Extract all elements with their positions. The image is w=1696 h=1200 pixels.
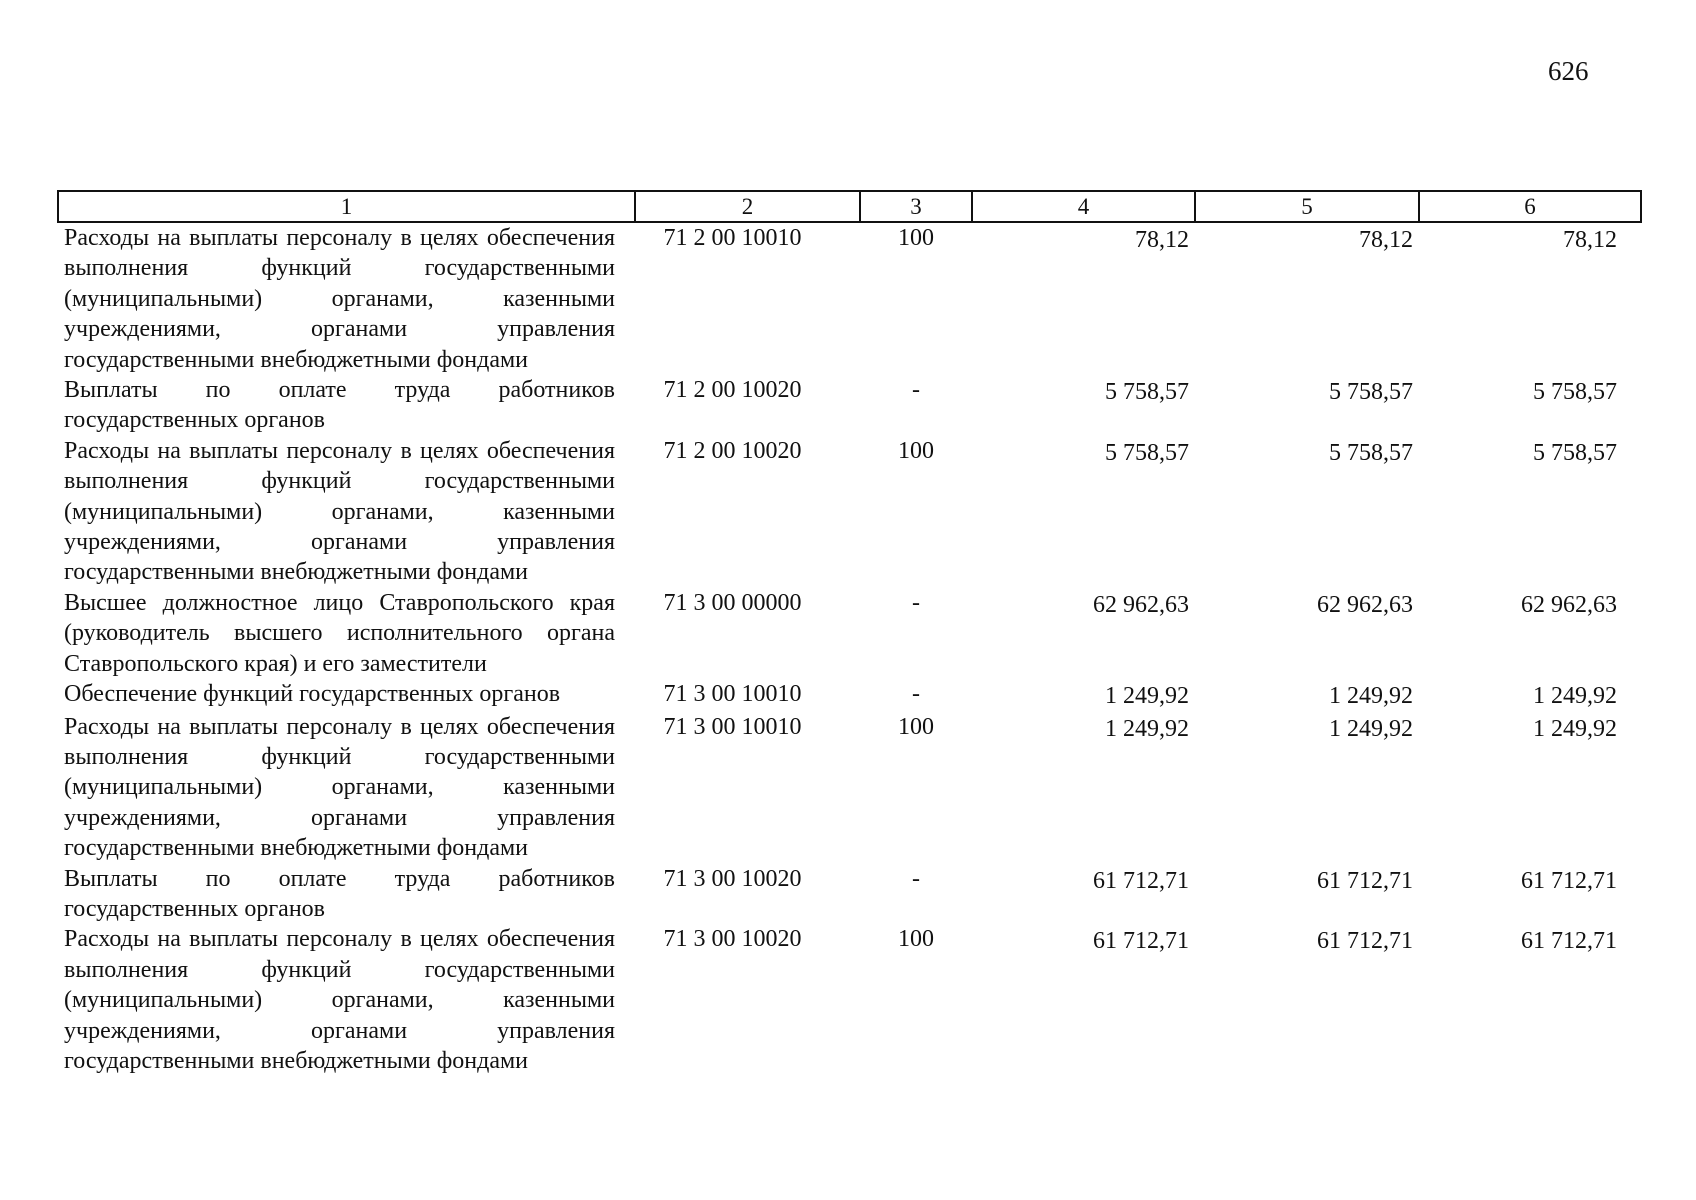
amount-column-4-cell: 61 712,71	[1093, 928, 1189, 955]
budget-table	[57, 190, 1642, 1076]
target-article-code-cell: 71 3 00 10020	[663, 926, 802, 953]
expense-name-cell: Расходы на выплаты персоналу в целях обеспечения выполнения функций государственными (муниципальными) органами, казенными учреждениями, органами управления государственными внебюджетными фондами	[64, 713, 615, 862]
expense-type-cell: 100	[898, 225, 934, 251]
expense-type-cell: -	[912, 681, 920, 708]
column-header-1: 1	[58, 191, 635, 222]
table-row	[58, 436, 1641, 588]
table-row	[58, 222, 1641, 375]
expense-type-cell: -	[912, 865, 920, 892]
amount-column-5-cell: 78,12	[1359, 227, 1413, 253]
amount-column-6-cell: 78,12	[1563, 227, 1617, 253]
amount-column-6-cell: 61 712,71	[1521, 867, 1617, 894]
expense-type-cell: -	[912, 589, 920, 616]
table-row	[58, 712, 1641, 864]
expense-name-cell: Расходы на выплаты персоналу в целях обеспечения выполнения функций государственными (муниципальными) органами, казенными учреждениями, органами управления государственными внебюджетными фондами	[64, 437, 615, 586]
amount-column-6-cell: 62 962,63	[1521, 591, 1617, 618]
target-article-code-cell: 71 2 00 10010	[663, 225, 802, 251]
expense-name-cell: Обеспечение функций государственных органов	[64, 681, 561, 708]
amount-column-6-cell: 61 712,71	[1521, 928, 1617, 955]
target-article-code-cell: 71 3 00 00000	[663, 589, 802, 616]
expense-type-cell: 100	[898, 713, 934, 740]
table-row	[58, 588, 1641, 679]
table-row	[58, 679, 1641, 711]
amount-column-4-cell: 5 758,57	[1105, 379, 1189, 406]
column-header-4: 4	[972, 191, 1195, 222]
amount-column-6-cell: 5 758,57	[1533, 379, 1617, 406]
amount-column-5-cell: 1 249,92	[1329, 683, 1413, 710]
amount-column-5-cell: 62 962,63	[1317, 591, 1413, 618]
amount-column-5-cell: 61 712,71	[1317, 928, 1413, 955]
table-row	[58, 864, 1641, 925]
table-row	[58, 924, 1641, 1076]
expense-name-cell: Высшее должностное лицо Ставропольского края (руководитель высшего исполнительного органа Ставропольского края) и его заместители	[64, 589, 615, 677]
expense-name-cell: Выплаты по оплате труда работников государственных органов	[64, 377, 615, 434]
table-body	[58, 222, 1641, 1076]
column-header-2: 2	[635, 191, 860, 222]
page-number: 626	[1548, 56, 1589, 86]
amount-column-4-cell: 61 712,71	[1093, 867, 1189, 894]
expense-name-cell: Расходы на выплаты персоналу в целях обеспечения выполнения функций государственными (муниципальными) органами, казенными учреждениями, органами управления государственными внебюджетными фондами	[64, 926, 615, 1074]
expense-type-cell: 100	[898, 926, 934, 953]
amount-column-5-cell: 5 758,57	[1329, 439, 1413, 466]
amount-column-4-cell: 5 758,57	[1105, 439, 1189, 466]
expense-name-cell: Выплаты по оплате труда работников государственных органов	[64, 865, 615, 922]
amount-column-6-cell: 1 249,92	[1533, 715, 1617, 742]
amount-column-6-cell: 5 758,57	[1533, 439, 1617, 466]
amount-column-4-cell: 1 249,92	[1105, 715, 1189, 742]
amount-column-5-cell: 1 249,92	[1329, 715, 1413, 742]
header-row	[58, 191, 1641, 222]
expense-type-cell: -	[912, 377, 920, 404]
target-article-code-cell: 71 3 00 10010	[663, 713, 802, 740]
table-row	[58, 375, 1641, 436]
amount-column-4-cell: 62 962,63	[1093, 591, 1189, 618]
expense-name-cell: Расходы на выплаты персоналу в целях обеспечения выполнения функций государственными (муниципальными) органами, казенными учреждениями, органами управления государственными внебюджетными фондами	[64, 225, 615, 373]
target-article-code-cell: 71 3 00 10020	[663, 865, 802, 892]
amount-column-5-cell: 5 758,57	[1329, 379, 1413, 406]
column-header-5: 5	[1195, 191, 1419, 222]
amount-column-6-cell: 1 249,92	[1533, 683, 1617, 710]
expense-type-cell: 100	[898, 437, 934, 464]
target-article-code-cell: 71 2 00 10020	[663, 377, 802, 404]
target-article-code-cell: 71 3 00 10010	[663, 681, 802, 708]
target-article-code-cell: 71 2 00 10020	[663, 437, 802, 464]
amount-column-4-cell: 1 249,92	[1105, 683, 1189, 710]
amount-column-5-cell: 61 712,71	[1317, 867, 1413, 894]
column-header-3: 3	[860, 191, 972, 222]
amount-column-4-cell: 78,12	[1135, 227, 1189, 253]
column-header-6: 6	[1419, 191, 1641, 222]
